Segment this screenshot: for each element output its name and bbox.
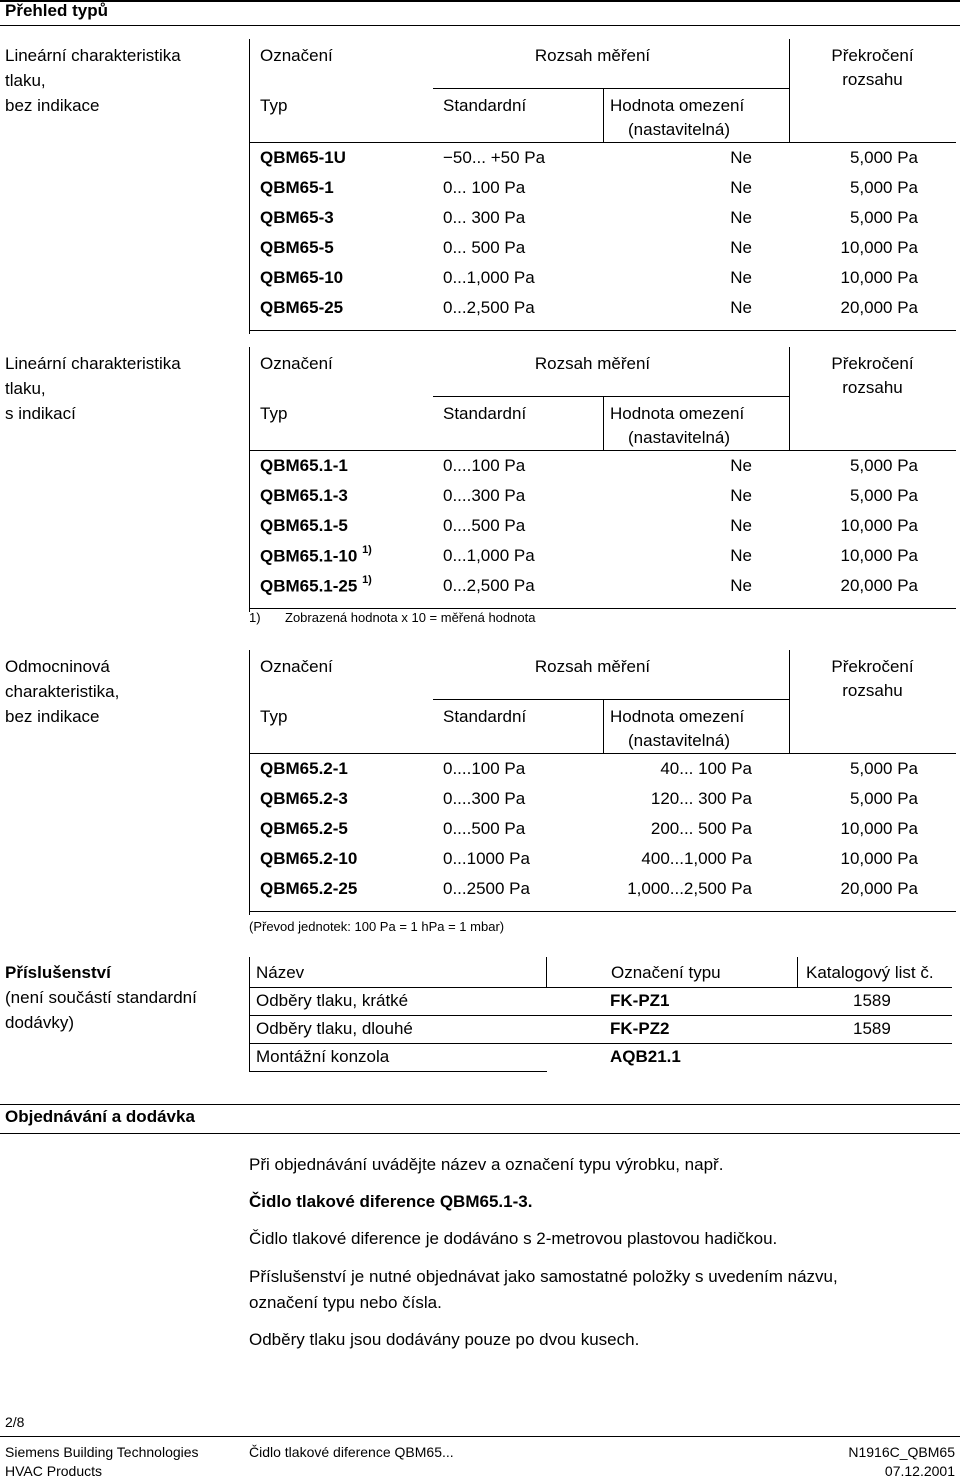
acc-row-type: FK-PZ2 — [610, 1019, 670, 1038]
row-type-text: QBM65-3 — [260, 208, 334, 227]
section-title-ordering: Objednávání a dodávka — [5, 1107, 195, 1126]
header-measuring-range: Rozsah měření — [534, 46, 651, 65]
row-overrange: 10,000 Pa — [840, 819, 918, 838]
ordering-paragraph-3: Čidlo tlakové diference je dodáváno s 2-metrovou plastovou hadičkou. — [249, 1229, 778, 1248]
header-limit-value-2: (nastavitelná) — [628, 428, 731, 447]
header-overrange-2: rozsahu — [842, 378, 903, 397]
row-standard-range: 0... 300 Pa — [443, 208, 526, 227]
ordering-top-rule — [0, 1104, 960, 1105]
row-type-code — [260, 789, 348, 809]
limit-col-divider — [603, 699, 604, 753]
range-header-rule — [433, 396, 790, 397]
row-overrange: 5,000 Pa — [849, 759, 918, 778]
accessories-note-line2: dodávky) — [5, 1013, 74, 1032]
row-limit-value: 200... 500 Pa — [650, 819, 752, 838]
side-label-line: bez indikace — [5, 707, 100, 726]
table-left-border — [249, 347, 250, 612]
row-limit-value: Ne — [730, 456, 752, 475]
acc-row-catalog: 1589 — [853, 1019, 891, 1038]
section-title-overview: Přehled typů — [5, 1, 108, 20]
acc-header-catalog: Katalogový list č. — [806, 963, 934, 982]
row-limit-value: Ne — [730, 208, 752, 227]
ordering-paragraph-5: Odběry tlaku jsou dodávány pouze po dvou kusech. — [249, 1330, 640, 1349]
header-overrange-2: rozsahu — [842, 70, 903, 89]
acc-row-catalog: 1589 — [853, 991, 891, 1010]
row-standard-range: 0....300 Pa — [443, 486, 526, 505]
footnote-text: Zobrazená hodnota x 10 = měřená hodnota — [285, 610, 536, 625]
side-label-line: bez indikace — [5, 96, 100, 115]
limit-col-divider — [603, 88, 604, 142]
header-limit-value-1: Hodnota omezení — [610, 404, 745, 423]
title-underline — [0, 25, 960, 26]
header-standard: Standardní — [443, 96, 527, 115]
row-overrange: 10,000 Pa — [840, 546, 918, 565]
header-type: Typ — [260, 96, 288, 115]
acc-row-type: AQB21.1 — [610, 1047, 681, 1066]
header-designation: Označení — [260, 46, 333, 65]
acc-col-divider-2 — [797, 957, 798, 987]
acc-header-rule — [249, 987, 952, 988]
row-limit-value: Ne — [730, 486, 752, 505]
footer-rule — [0, 1436, 960, 1437]
row-standard-range: 0...2,500 Pa — [443, 298, 535, 317]
header-limit-value-2: (nastavitelná) — [628, 731, 731, 750]
row-overrange: 20,000 Pa — [840, 879, 918, 898]
row-type-code — [260, 576, 372, 597]
acc-row-name: Montážní konzola — [256, 1047, 390, 1066]
row-type-text: QBM65.1-1 — [260, 456, 348, 475]
acc-row-rule — [249, 1015, 952, 1016]
footer-doc-number: N1916C_QBM65 — [848, 1444, 955, 1460]
row-type-code — [260, 268, 343, 288]
row-standard-range: 0....500 Pa — [443, 819, 526, 838]
row-limit-value: 120... 300 Pa — [650, 789, 752, 808]
row-limit-value: Ne — [730, 178, 752, 197]
row-type-code — [260, 819, 348, 839]
range-header-rule — [433, 88, 790, 89]
row-overrange: 5,000 Pa — [849, 178, 918, 197]
footer-division: HVAC Products — [5, 1463, 102, 1479]
row-limit-value: 400...1,000 Pa — [641, 849, 752, 868]
side-label-line: Lineární charakteristika — [5, 46, 181, 65]
row-type-code — [260, 298, 343, 318]
header-type: Typ — [260, 707, 288, 726]
header-bottom-rule — [249, 450, 956, 451]
acc-bottom-rule — [249, 1071, 547, 1072]
header-overrange-1: Překročení — [831, 657, 914, 676]
row-overrange: 5,000 Pa — [849, 456, 918, 475]
row-type-code — [260, 849, 357, 869]
side-label-line: tlaku, — [5, 71, 46, 90]
overrange-col-divider — [789, 39, 790, 142]
row-type-code — [260, 148, 346, 168]
range-header-rule — [433, 699, 790, 700]
header-measuring-range: Rozsah měření — [534, 657, 651, 676]
row-type-text: QBM65-5 — [260, 238, 334, 257]
table-bottom-rule — [249, 608, 956, 609]
header-bottom-rule — [249, 753, 956, 754]
footer-doc-title: Čidlo tlakové diference QBM65... — [249, 1444, 454, 1460]
row-overrange: 10,000 Pa — [840, 849, 918, 868]
row-overrange: 5,000 Pa — [849, 208, 918, 227]
row-type-code — [260, 178, 334, 198]
acc-row-name: Odběry tlaku, dlouhé — [256, 1019, 413, 1038]
row-type-text: QBM65-1U — [260, 148, 346, 167]
row-limit-value: Ne — [730, 268, 752, 287]
row-type-text: QBM65.2-5 — [260, 819, 348, 838]
side-label-line: Odmocninová — [5, 657, 110, 676]
header-limit-value-2: (nastavitelná) — [628, 120, 731, 139]
ordering-underline — [0, 1133, 960, 1134]
row-overrange: 20,000 Pa — [840, 576, 918, 595]
row-type-code — [260, 546, 372, 567]
row-type-text: QBM65-1 — [260, 178, 334, 197]
accessories-note-line1: (není součástí standardní — [5, 988, 197, 1007]
table-bottom-rule — [249, 330, 956, 331]
row-standard-range: 0....500 Pa — [443, 516, 526, 535]
row-type-code — [260, 238, 334, 258]
row-type-text: QBM65.1-25 — [260, 576, 358, 596]
header-overrange-1: Překročení — [831, 46, 914, 65]
header-standard: Standardní — [443, 404, 527, 423]
row-type-code — [260, 759, 348, 779]
row-standard-range: 0....100 Pa — [443, 759, 526, 778]
side-label-line: tlaku, — [5, 379, 46, 398]
row-type-text: QBM65.2-10 — [260, 849, 358, 868]
overrange-col-divider — [789, 650, 790, 753]
acc-col-divider-1 — [546, 957, 547, 987]
row-type-code — [260, 879, 357, 899]
limit-col-divider — [603, 396, 604, 450]
acc-row-rule — [249, 1043, 952, 1044]
row-limit-value: 1,000...2,500 Pa — [627, 879, 752, 898]
row-overrange: 10,000 Pa — [840, 268, 918, 287]
footer-company: Siemens Building Technologies — [5, 1444, 199, 1460]
row-type-text: QBM65-25 — [260, 298, 344, 317]
row-type-code — [260, 486, 348, 506]
footer-date: 07.12.2001 — [884, 1463, 955, 1479]
side-label-line: s indikací — [5, 404, 76, 423]
page-number: 2/8 — [5, 1414, 25, 1430]
ordering-paragraph-1: Při objednávání uvádějte název a označení typu výrobku, např. — [249, 1155, 724, 1174]
side-label-line: Lineární charakteristika — [5, 354, 181, 373]
row-type-text: QBM65-10 — [260, 268, 344, 287]
table-left-border — [249, 650, 250, 915]
row-footnote-mark: 1) — [362, 574, 372, 586]
row-standard-range: 0....300 Pa — [443, 789, 526, 808]
row-standard-range: 0...2,500 Pa — [443, 576, 535, 595]
footnote-mark: 1) — [249, 610, 261, 625]
acc-row-name: Odběry tlaku, krátké — [256, 991, 409, 1010]
row-limit-value: Ne — [730, 238, 752, 257]
accessories-title: Příslušenství — [5, 963, 111, 982]
header-limit-value-1: Hodnota omezení — [610, 707, 745, 726]
row-type-code — [260, 456, 348, 476]
row-overrange: 5,000 Pa — [849, 486, 918, 505]
acc-header-name: Název — [256, 963, 305, 982]
header-measuring-range: Rozsah měření — [534, 354, 651, 373]
row-limit-value: Ne — [730, 546, 752, 565]
row-footnote-mark: 1) — [362, 544, 372, 556]
row-limit-value: 40... 100 Pa — [660, 759, 752, 778]
row-overrange: 5,000 Pa — [849, 148, 918, 167]
row-type-text: QBM65.2-3 — [260, 789, 348, 808]
header-limit-value-1: Hodnota omezení — [610, 96, 745, 115]
header-designation: Označení — [260, 657, 333, 676]
row-standard-range: 0...1000 Pa — [443, 849, 530, 868]
row-standard-range: −50... +50 Pa — [443, 148, 546, 167]
row-overrange: 5,000 Pa — [849, 789, 918, 808]
row-standard-range: 0... 500 Pa — [443, 238, 526, 257]
unit-conversion-note: (Převod jednotek: 100 Pa = 1 hPa = 1 mbar) — [249, 919, 505, 934]
row-overrange: 10,000 Pa — [840, 516, 918, 535]
header-overrange-2: rozsahu — [842, 681, 903, 700]
header-overrange-1: Překročení — [831, 354, 914, 373]
overrange-col-divider — [789, 347, 790, 450]
side-label-line: charakteristika, — [5, 682, 120, 701]
row-limit-value: Ne — [730, 298, 752, 317]
header-designation: Označení — [260, 354, 333, 373]
table-left-border — [249, 39, 250, 334]
row-type-code — [260, 208, 334, 228]
header-type: Typ — [260, 404, 288, 423]
acc-row-type: FK-PZ1 — [610, 991, 670, 1010]
row-type-text: QBM65.1-5 — [260, 516, 348, 535]
header-standard: Standardní — [443, 707, 527, 726]
ordering-example-product: Čidlo tlakové diference QBM65.1-3. — [249, 1192, 533, 1211]
row-type-text: QBM65.1-10 — [260, 546, 358, 566]
row-standard-range: 0...1,000 Pa — [443, 268, 535, 287]
row-type-text: QBM65.2-1 — [260, 759, 348, 778]
row-type-text: QBM65.2-25 — [260, 879, 358, 898]
acc-header-type: Označení typu — [611, 963, 721, 982]
row-standard-range: 0... 100 Pa — [443, 178, 526, 197]
row-type-code — [260, 516, 348, 536]
ordering-paragraph-4: Příslušenství je nutné objednávat jako samostatné položky s uvedením názvu, označení typu nebo čísla. — [249, 1267, 838, 1312]
row-standard-range: 0...2500 Pa — [443, 879, 530, 898]
row-overrange: 20,000 Pa — [840, 298, 918, 317]
row-limit-value: Ne — [730, 576, 752, 595]
row-standard-range: 0...1,000 Pa — [443, 546, 535, 565]
row-limit-value: Ne — [730, 148, 752, 167]
table-bottom-rule — [249, 911, 956, 912]
row-overrange: 10,000 Pa — [840, 238, 918, 257]
row-type-text: QBM65.1-3 — [260, 486, 348, 505]
row-limit-value: Ne — [730, 516, 752, 535]
row-standard-range: 0....100 Pa — [443, 456, 526, 475]
top-rule — [0, 0, 960, 2]
header-bottom-rule — [249, 142, 956, 143]
